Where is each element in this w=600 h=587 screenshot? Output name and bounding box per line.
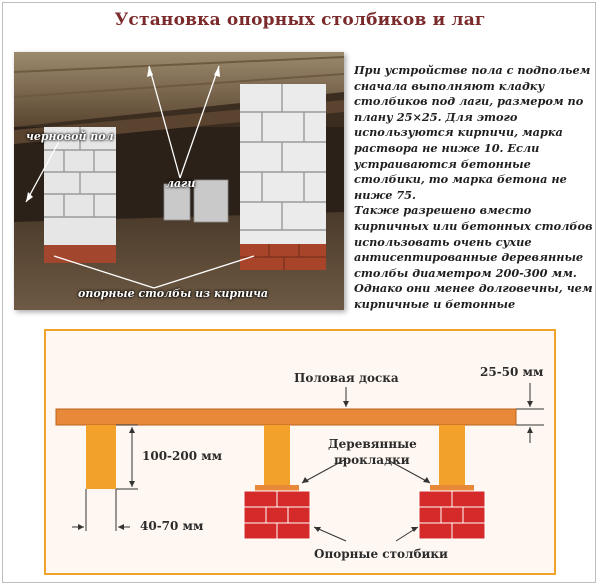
label-post-width: 40-70 мм	[140, 519, 204, 533]
wood-pad-right	[430, 485, 474, 491]
label-support-posts: Опорные столбики	[314, 547, 448, 561]
brick-pillar-right	[419, 491, 485, 539]
label-wood-pads-line-2: прокладки	[334, 453, 410, 467]
construction-photo	[14, 52, 344, 310]
description-paragraph-2: Также разрешено вместо кирпичных или бетонных столбов использовать очень сухие антисептированные деревянные столбы диаметром 200-300 мм. Однако они менее долговечны, чем кирпичные и бетонные	[354, 203, 593, 311]
brick-pillar-middle	[244, 491, 310, 539]
wood-post-right	[439, 425, 465, 487]
diagram-drawing	[46, 331, 554, 573]
label-brick-pillars: опорные столбы из кирпича	[78, 287, 269, 300]
wood-pad-middle	[255, 485, 299, 491]
label-joists: лаги	[166, 177, 196, 190]
page-title: Установка опорных столбиков и лаг	[114, 10, 486, 30]
label-floor-board: Половая доска	[294, 371, 399, 385]
label-subfloor: черновой пол	[26, 130, 114, 143]
floor-board	[56, 409, 516, 425]
wood-post-left	[86, 425, 116, 489]
floor-diagram	[44, 329, 556, 575]
description-paragraph-1: При устройстве пола с подпольем сначала выполняют кладку столбиков под лаги, размером по плану 25×25. Для этого используются кирпичи, марка раствора не ниже 10. Если устраиваются бетонные столбики, то марка бетона не ниже 75.	[354, 63, 591, 202]
label-wood-pads-line-1: Деревянные	[328, 437, 417, 451]
label-board-thickness: 25-50 мм	[480, 365, 544, 379]
wood-post-middle	[264, 425, 290, 487]
description-text	[354, 63, 598, 313]
label-post-height: 100-200 мм	[142, 449, 223, 463]
